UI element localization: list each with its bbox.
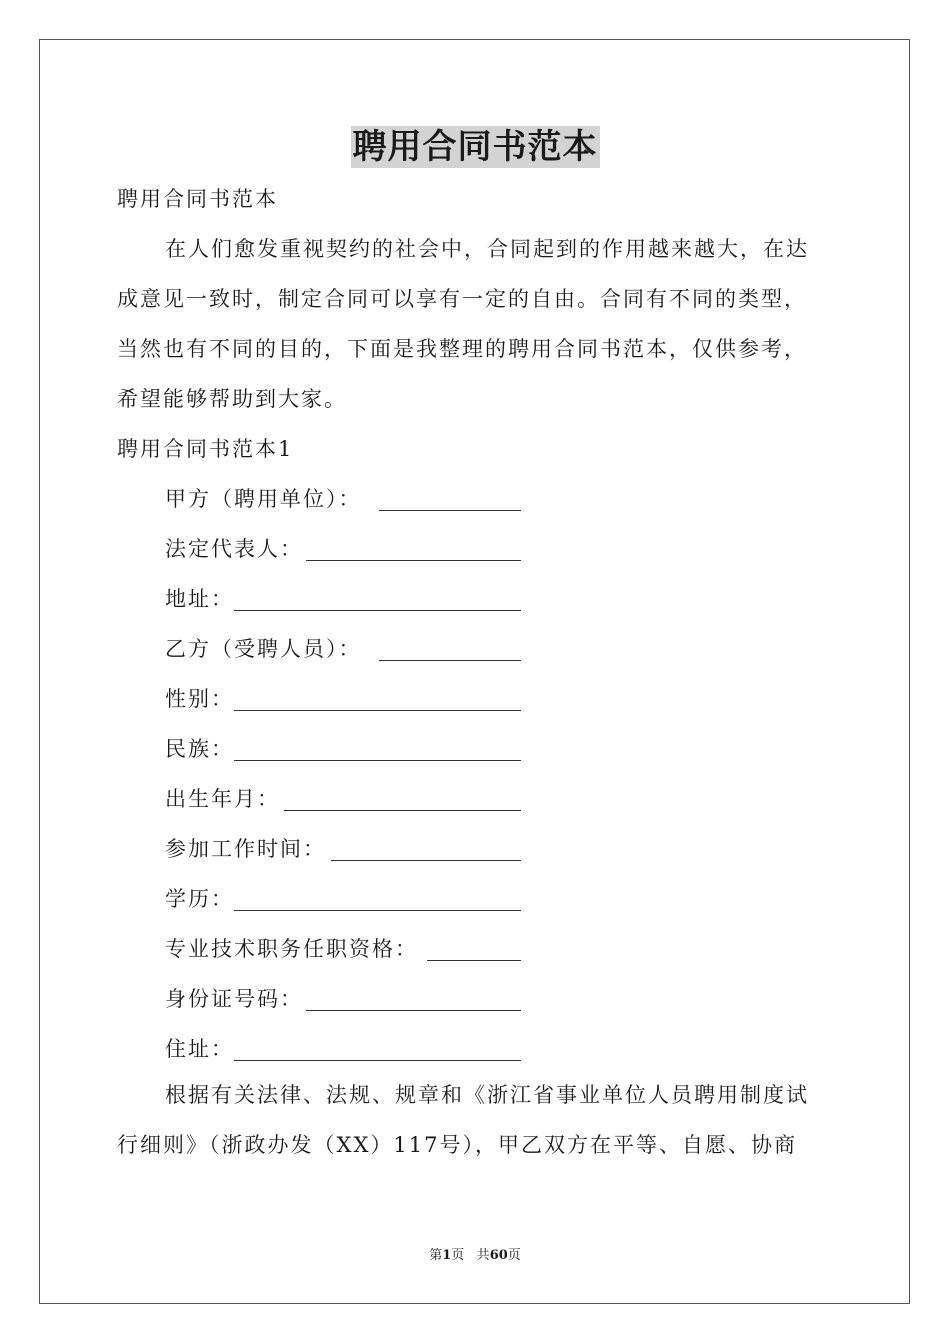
field-blank-education[interactable] [234, 910, 521, 911]
field-label-employer: 甲方（聘用单位）： [165, 487, 362, 511]
field-blank-gender[interactable] [234, 710, 521, 711]
field-label-ethnicity: 民族： [165, 737, 234, 761]
field-blank-employer[interactable] [379, 510, 521, 511]
intro-paragraph-line: 成意见一致时，制定合同可以享有一定的自由。合同有不同的类型， [117, 287, 807, 311]
field-blank-birth-date[interactable] [284, 810, 521, 811]
field-blank-residence[interactable] [234, 1060, 521, 1061]
document-subtitle: 聘用合同书范本 [117, 187, 278, 211]
field-blank-qualification[interactable] [427, 960, 521, 961]
field-label-qualification: 专业技术职务任职资格： [165, 937, 418, 961]
field-blank-work-start[interactable] [331, 860, 521, 861]
document-title: 聘用合同书范本 [352, 127, 598, 167]
field-label-residence: 住址： [165, 1037, 234, 1061]
field-label-legal-representative: 法定代表人： [165, 537, 303, 561]
intro-paragraph-line: 希望能够帮助到大家。 [117, 387, 347, 411]
field-label-gender: 性别： [165, 687, 234, 711]
footer-page-number: 1 [442, 1248, 452, 1263]
intro-paragraph-line: 在人们愈发重视契约的社会中，合同起到的作用越来越大，在达 [165, 237, 809, 261]
field-blank-employee[interactable] [379, 660, 521, 661]
page-border [39, 39, 910, 1304]
page-footer [0, 1248, 950, 1264]
field-label-birth-date: 出生年月： [165, 787, 280, 811]
field-blank-address[interactable] [234, 610, 521, 611]
intro-paragraph-line: 当然也有不同的目的，下面是我整理的聘用合同书范本，仅供参考， [117, 337, 807, 361]
title-container [0, 126, 950, 168]
footer-page-prefix: 第 [429, 1248, 443, 1263]
field-label-employee: 乙方（受聘人员）： [165, 637, 362, 661]
field-blank-id-number[interactable] [306, 1010, 521, 1011]
body-paragraph-line: 行细则》（浙政办发（XX）117号），甲乙双方在平等、自愿、协商 [117, 1133, 797, 1157]
field-blank-legal-representative[interactable] [306, 560, 521, 561]
field-label-work-start: 参加工作时间： [165, 837, 326, 861]
field-label-id-number: 身份证号码： [165, 987, 303, 1011]
footer-page-suffix: 页 [451, 1248, 465, 1263]
field-label-address: 地址： [165, 587, 234, 611]
footer-total-pages: 60 [489, 1248, 508, 1263]
footer-total-prefix: 共 [476, 1248, 490, 1263]
section-heading: 聘用合同书范本1 [117, 437, 294, 461]
footer-total-suffix: 页 [507, 1248, 521, 1263]
body-paragraph-line: 根据有关法律、法规、规章和《浙江省事业单位人员聘用制度试 [165, 1083, 809, 1107]
field-blank-ethnicity[interactable] [234, 760, 521, 761]
field-label-education: 学历： [165, 887, 234, 911]
